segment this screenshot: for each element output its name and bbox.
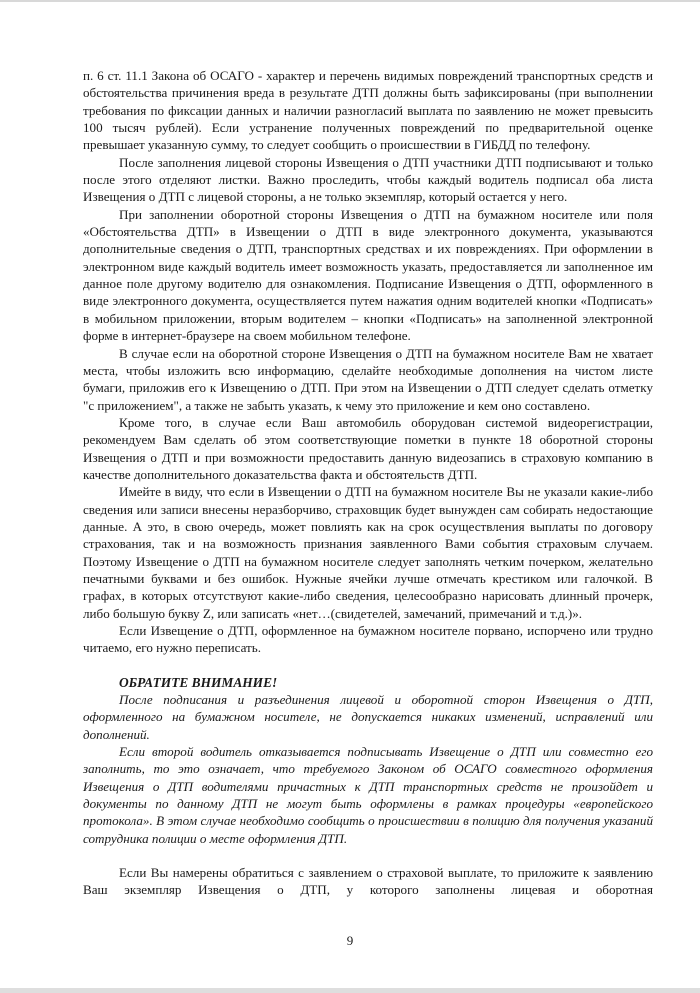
page-top-edge — [0, 0, 700, 2]
warning-title: ОБРАТИТЕ ВНИМАНИЕ! — [119, 674, 278, 690]
page-number: 9 — [346, 933, 354, 948]
paragraph-missing-info: Имейте в виду, что если в Извещении о ДТП на бумажном носителе Вы не указали какие-либо сведения или записи внесены неразборчиво, страховщик будет вынужден сам собирать недостающие данные. А это, в свою очередь, может повлиять как на срок осуществления выплаты по договору страхования, так и на возможность признания заявленного Вами события страховым случаем. Поэтому Извещение о ДТП на бумажном носителе следует заполнять четким почерком, желательно печатными буквами и без ошибок. Нужные ячейки лучше отмечать крестиком или галочкой. В графах, в которых отсутствуют какие-либо сведения, целесообразно нарисовать длинный прочерк, либо большую букву Z, или записать «нет…(свидетелей, замечаний, примечаний и т.д.)». — [83, 484, 653, 621]
spacer — [83, 847, 653, 864]
paragraph-dashcam: Кроме того, в случае если Ваш автомобиль оборудован системой видеорегистрации, рекомендуем Вам сделать об этом соответствующие пометки в пункте 18 оборотной стороны Извещения о ДТП и при возможности предоставить данную видеозапись в страховую компанию в качестве дополнительного доказательства факта и обстоятельств ДТП. — [83, 414, 653, 482]
paragraph-extra-sheet: В случае если на оборотной стороне Извещения о ДТП на бумажном носителе Вам не хватает места, чтобы изложить всю информацию, сделайте необходимые дополнения на чистом листе бумаги, приложив его к Извещению о ДТП. При этом на Извещении о ДТП следует сделать отметку "с приложением", а также не забыть указать, к чему это приложение и кем оно составлено. — [83, 345, 653, 413]
paragraph-osago-clause: п. 6 ст. 11.1 Закона об ОСАГО - характер и перечень видимых повреждений транспортных средств и обстоятельства причинения вреда в результате ДТП должны быть зафиксированы (при выполнении требования по фиксации данных и наличии разногласий выплата по заявлению не может превысить 100 тысяч рублей). Если устранение полученных повреждений по предварительной оценке превышает указанную сумму, то следует сообщить о происшествии в ГИБДД по телефону. — [83, 68, 653, 153]
paragraph-back-side: При заполнении оборотной стороны Извещения о ДТП на бумажном носителе или поля «Обстоятельства ДТП» в Извещении о ДТП в виде электронного документа, указываются дополнительные сведения о ДТП, транспортных средствах и их повреждениях. При оформлении в электронном виде каждый водитель имеет возможность указать, предоставляется ли заполненное им данное поле другому водителю для ознакомления. Подписание Извещения о ДТП, оформленного в виде электронного документа, осуществляется путем нажатия одним водителей кнопки «Подписать» в мобильном приложении, вторым водителем – кнопки «Подписать» на заполненной электронной форме в интернет-браузере на своем мобильном телефоне. — [83, 206, 653, 344]
warning-section — [83, 674, 653, 847]
document-page — [83, 67, 653, 899]
warning-paragraph: После подписания и разъединения лицевой и оборотной сторон Извещения о ДТП, оформленного на бумажном носителе, не допускается никаких изменений, исправлений или дополнений. — [83, 692, 653, 742]
paragraph-damaged-form: Если Извещение о ДТП, оформленное на бумажном носителе порвано, испорчено или трудно читаемо, его нужно переписать. — [83, 623, 653, 656]
spacer — [83, 657, 653, 674]
paragraph-claim: Если Вы намерены обратиться с заявлением о страховой выплате, то приложите к заявлению Ваш экземпляр Извещения о ДТП, у которого заполнены лицевая и оборотная — [83, 865, 653, 898]
page-bottom-edge — [0, 988, 700, 993]
warning-paragraph: Если второй водитель отказывается подписывать Извещение о ДТП или совместно его заполнить, то это означает, что требуемого Законом об ОСАГО совместного оформления Извещения о ДТП водителями причастных к ДТП транспортных средств не произойдет и документы по данному ДТП не могут быть оформлены в рамках процедуры «европейского протокола». В этом случае необходимо сообщить о происшествии в полицию для получения указаний сотрудника полиции о месте оформления ДТП. — [83, 744, 653, 846]
paragraph-signing-front: После заполнения лицевой стороны Извещения о ДТП участники ДТП подписывают и только после этого отделяют листки. Важно проследить, чтобы каждый водитель подписал оба листа Извещения о ДТП с лицевой стороны, а не только экземпляр, который остается у него. — [83, 154, 653, 205]
